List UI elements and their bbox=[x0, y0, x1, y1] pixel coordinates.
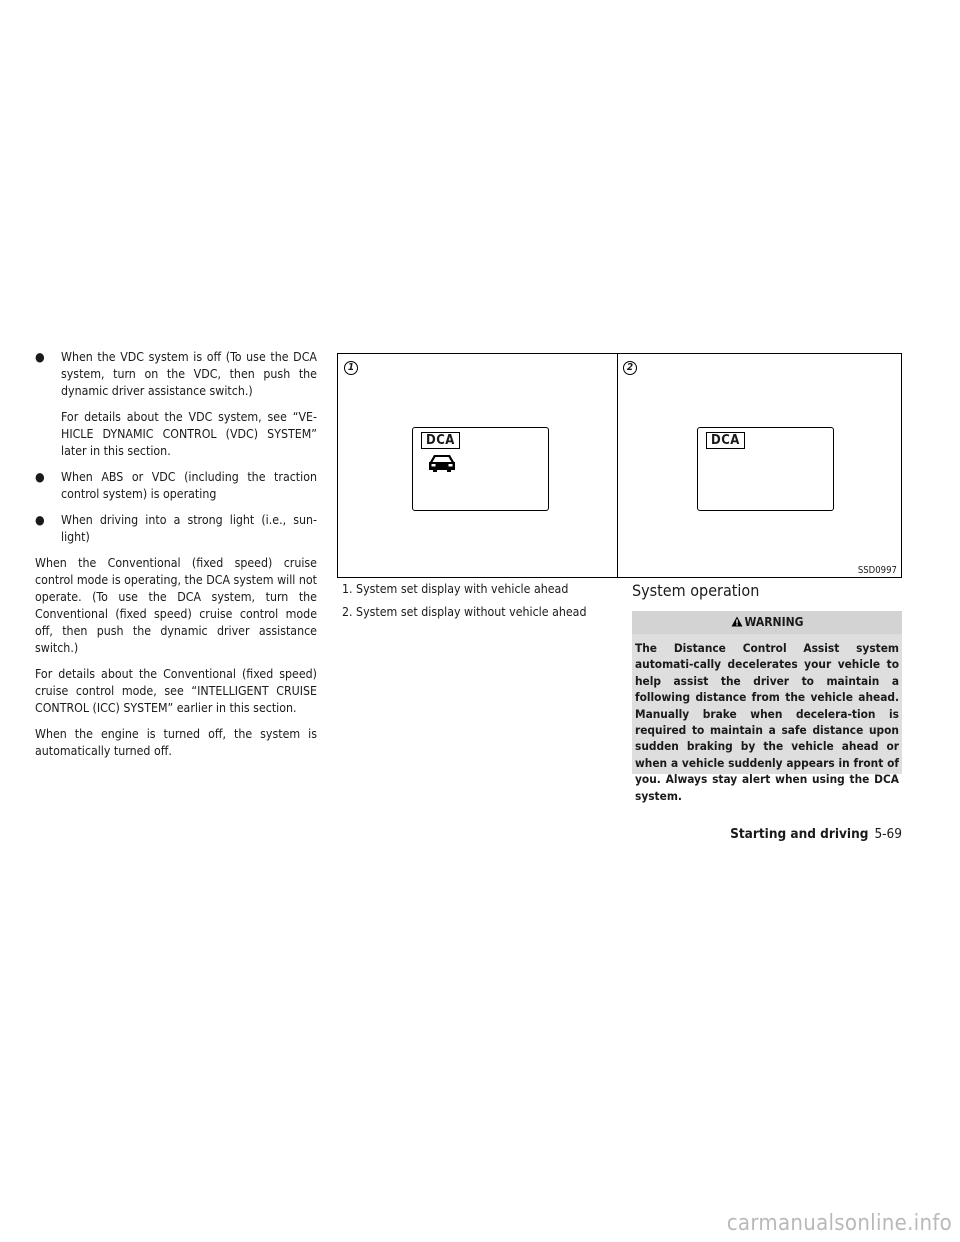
bullet-item-abs-vdc bbox=[35, 469, 317, 503]
dca-indicator-label: DCA bbox=[421, 432, 460, 449]
panel-2-number: 2 bbox=[623, 361, 637, 375]
bullet-text: When the VDC system is off (To use the DCA system, turn on the VDC, then push the dynamic driver assistance switch.) bbox=[61, 350, 317, 398]
section-title-system-operation: System operation bbox=[632, 581, 760, 600]
bullet-marker: ● bbox=[35, 513, 45, 527]
watermark: carmanualsonline.info bbox=[726, 1211, 952, 1236]
page-number: 5-69 bbox=[874, 826, 902, 842]
warning-box bbox=[632, 611, 902, 803]
caption-without-vehicle: 2. System set display without vehicle ahead bbox=[342, 605, 587, 619]
figure-divider bbox=[617, 354, 618, 577]
paragraph-icc-reference: For details about the Conventional (fixed speed) cruise control mode, see “INTELLIGENT CRUISE CONTROL (ICC) SYSTEM” earlier in this section. bbox=[35, 667, 317, 715]
bullet-marker: ● bbox=[35, 350, 45, 364]
footer-section-name: Starting and driving bbox=[730, 826, 869, 842]
dca-display-figure bbox=[337, 353, 902, 578]
paragraph-cruise-control: When the Conventional (fixed speed) cruise control mode is operating, the DCA system will not operate. (To use the DCA system, turn the Conventional (fixed speed) cruise control mode off, then push the dynamic driver assistance switch.) bbox=[35, 556, 317, 655]
display-panel-without-vehicle bbox=[697, 427, 834, 511]
caption-with-vehicle: 1. System set display with vehicle ahead bbox=[342, 582, 569, 596]
warning-triangle-icon bbox=[731, 616, 743, 627]
page-footer bbox=[730, 825, 902, 843]
bullet-item-strong-light bbox=[35, 512, 317, 546]
bullet-text: When ABS or VDC (including the traction control system) is operating bbox=[61, 470, 317, 501]
warning-heading-text: WARNING bbox=[744, 615, 804, 629]
figure-code: SSD0997 bbox=[857, 565, 897, 576]
bullet-followup-text: For details about the VDC system, see “VE-HICLE DYNAMIC CONTROL (VDC) SYSTEM” later in this section. bbox=[61, 410, 317, 458]
dca-indicator-label: DCA bbox=[706, 432, 745, 449]
panel-1-number: 1 bbox=[344, 361, 358, 375]
bullet-item-vdc-off bbox=[35, 349, 317, 400]
left-column bbox=[35, 349, 317, 769]
vehicle-ahead-icon bbox=[427, 453, 457, 473]
paragraph-engine-off: When the engine is turned off, the system is automatically turned off. bbox=[35, 727, 317, 758]
bullet-text: When driving into a strong light (i.e., sun-light) bbox=[61, 513, 317, 544]
figure-captions bbox=[342, 581, 622, 627]
display-panel-with-vehicle bbox=[412, 427, 549, 511]
warning-body-text: The Distance Control Assist system automati-cally decelerates your vehicle to help assist the driver to maintain a following distance from the vehicle ahead. Manually brake when decelera-tion is required to maintain a safe distance upon sudden braking by the vehicle ahead or when a vehicle suddenly appears in front of you. Always stay alert when using the DCA system. bbox=[635, 641, 899, 803]
bullet-marker: ● bbox=[35, 470, 45, 484]
warning-header bbox=[632, 611, 902, 634]
